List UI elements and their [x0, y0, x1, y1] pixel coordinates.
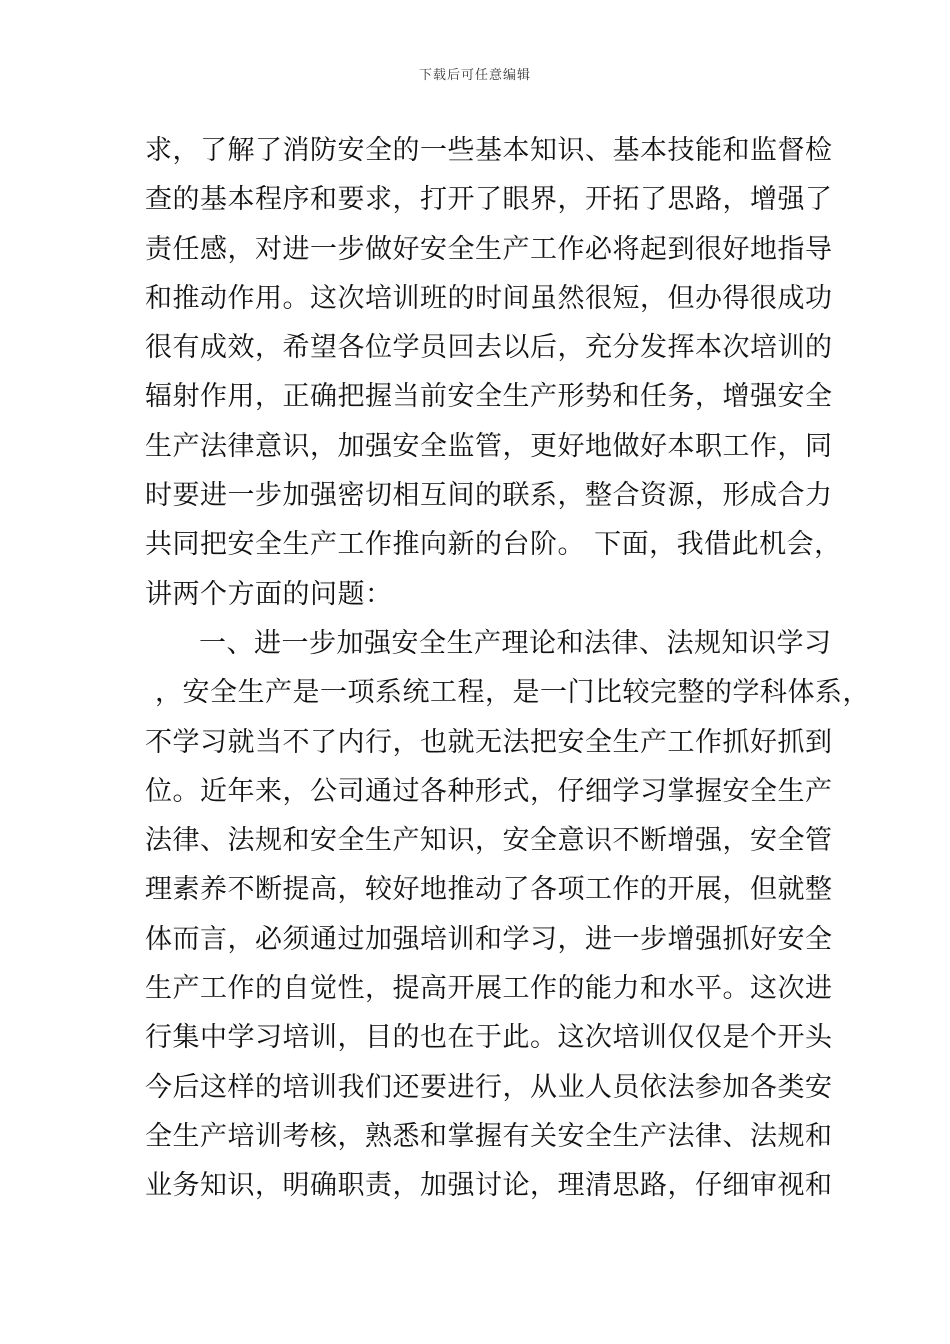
text-line: 时要进一步加强密切相互间的联系，整合资源，形成合力 — [145, 480, 833, 512]
text-line: 生产工作的自觉性，提高开展工作的能力和水平。这次进 — [145, 973, 833, 1005]
text-line: 不学习就当不了内行，也就无法把安全生产工作抓好抓到 — [145, 726, 833, 758]
text-line: 位。近年来，公司通过各种形式，仔细学习掌握安全生产 — [145, 775, 833, 807]
text-line: 讲两个方面的问题： — [145, 578, 393, 610]
text-line: 求，了解了消防安全的一些基本知识、基本技能和监督检 — [145, 135, 833, 166]
text-line: 生产法律意识，加强安全监管，更好地做好本职工作，同 — [145, 430, 833, 462]
text-line: 法律、法规和安全生产知识，安全意识不断增强，安全管 — [145, 825, 833, 857]
text-line: 共同把安全生产工作推向新的台阶。 下面，我借此机会， — [145, 529, 842, 561]
text-line: 责任感，对进一步做好安全生产工作必将起到很好地指导 — [145, 233, 833, 265]
text-line: 全生产培训考核，熟悉和掌握有关安全生产法律、法规和 — [145, 1120, 833, 1152]
document-body — [145, 126, 870, 1211]
text-line: 理素养不断提高，较好地推动了各项工作的开展，但就整 — [145, 874, 833, 906]
text-line: 行集中学习培训，目的也在于此。这次培训仅仅是个开头 — [145, 1022, 833, 1054]
section-heading-line: 一、进一步加强安全生产理论和法律、法规知识学习 — [199, 627, 832, 659]
text-line: 今后这样的培训我们还要进行，从业人员依法参加各类安 — [145, 1071, 833, 1103]
text-line: 很有成效，希望各位学员回去以后，充分发挥本次培训的 — [145, 332, 833, 364]
text-line: 体而言，必须通过加强培训和学习，进一步增强抓好安全 — [145, 923, 833, 955]
text-line: ，安全生产是一项系统工程，是一门比较完整的学科体系， — [155, 677, 870, 709]
text-line: 业务知识，明确职责，加强讨论，理清思路，仔细审视和 — [145, 1170, 833, 1202]
text-line: 辐射作用，正确把握当前安全生产形势和任务，增强安全 — [145, 381, 833, 413]
text-line: 查的基本程序和要求，打开了眼界，开拓了思路，增强了 — [145, 184, 833, 216]
page-header: 下载后可任意编辑 — [418, 68, 531, 83]
text-line: 和推动作用。这次培训班的时间虽然很短，但办得很成功 — [145, 282, 833, 314]
